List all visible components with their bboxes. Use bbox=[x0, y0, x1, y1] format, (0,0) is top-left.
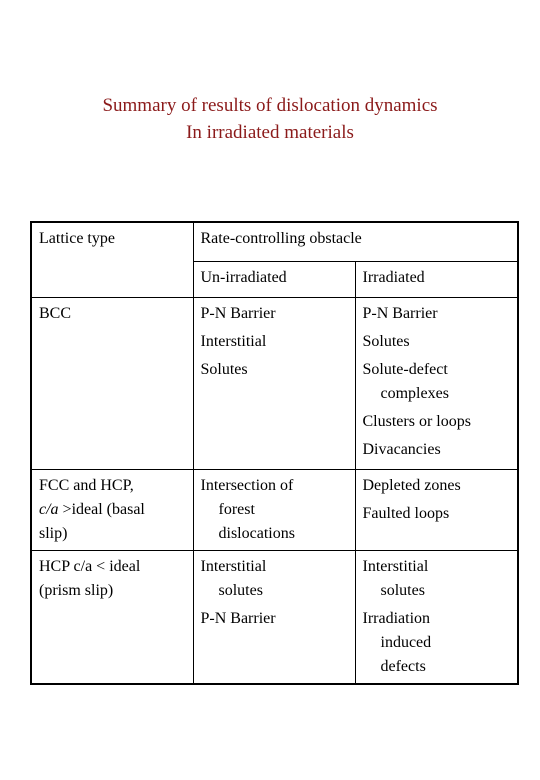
header-irradiated-label: Irradiated bbox=[362, 269, 425, 286]
title-line-2: In irradiated materials bbox=[186, 122, 354, 143]
table-row bbox=[31, 551, 518, 685]
list-item: Interstitial bbox=[362, 558, 429, 575]
list-item: forest bbox=[218, 501, 255, 518]
header-rate-controlling bbox=[193, 222, 518, 262]
cell-lattice bbox=[31, 470, 193, 551]
header-rate-controlling-label: Rate-controlling obstacle bbox=[200, 230, 362, 247]
list-item: P-N Barrier bbox=[200, 305, 276, 322]
lattice-hcp: HCP c/a < ideal bbox=[39, 558, 141, 575]
list-item: Divacancies bbox=[362, 441, 441, 458]
table-row bbox=[31, 470, 518, 551]
header-unirradiated bbox=[193, 262, 355, 298]
list-item: P-N Barrier bbox=[200, 610, 276, 627]
list-item: solutes bbox=[380, 582, 425, 599]
summary-table bbox=[30, 221, 519, 685]
lattice-fcc-hcp: FCC and HCP, bbox=[39, 477, 134, 494]
list-item: Solutes bbox=[362, 333, 410, 350]
basal-label: >ideal (basal bbox=[58, 501, 145, 518]
lattice-bcc: BCC bbox=[39, 305, 72, 322]
list-item: P-N Barrier bbox=[362, 305, 438, 322]
cell-unirradiated bbox=[193, 298, 355, 470]
header-irradiated bbox=[355, 262, 518, 298]
list-item: defects bbox=[380, 658, 426, 675]
cell-irradiated bbox=[355, 470, 518, 551]
list-item: Irradiation bbox=[362, 610, 431, 627]
slip-label: slip) bbox=[39, 525, 68, 542]
list-item: Interstitial bbox=[200, 333, 267, 350]
cell-irradiated bbox=[355, 551, 518, 685]
list-item: solutes bbox=[218, 582, 263, 599]
ca-ratio-label: c/a bbox=[39, 501, 59, 518]
cell-unirradiated bbox=[193, 470, 355, 551]
prism-slip-label: (prism slip) bbox=[39, 582, 114, 599]
table-header-row bbox=[31, 222, 518, 262]
list-item: Solutes bbox=[200, 361, 248, 378]
list-item: Intersection of bbox=[200, 477, 294, 494]
cell-irradiated bbox=[355, 298, 518, 470]
header-lattice-type-label: Lattice type bbox=[39, 230, 115, 247]
list-item: Solute-defect bbox=[362, 361, 448, 378]
title-line-1: Summary of results of dislocation dynamics bbox=[102, 95, 438, 116]
list-item: complexes bbox=[380, 385, 449, 402]
header-unirradiated-label: Un-irradiated bbox=[200, 269, 287, 286]
cell-unirradiated bbox=[193, 551, 355, 685]
list-item: Interstitial bbox=[200, 558, 267, 575]
cell-lattice bbox=[31, 551, 193, 685]
list-item: Faulted loops bbox=[362, 505, 450, 522]
header-lattice-type bbox=[31, 222, 193, 298]
lattice-fcc-hcp-ratio bbox=[39, 498, 187, 522]
list-item: dislocations bbox=[218, 525, 295, 542]
cell-lattice bbox=[31, 298, 193, 470]
list-item: Clusters or loops bbox=[362, 413, 471, 430]
list-item: Depleted zones bbox=[362, 477, 461, 494]
list-item: induced bbox=[380, 634, 432, 651]
slide-title bbox=[0, 92, 540, 146]
table-row bbox=[31, 298, 518, 470]
